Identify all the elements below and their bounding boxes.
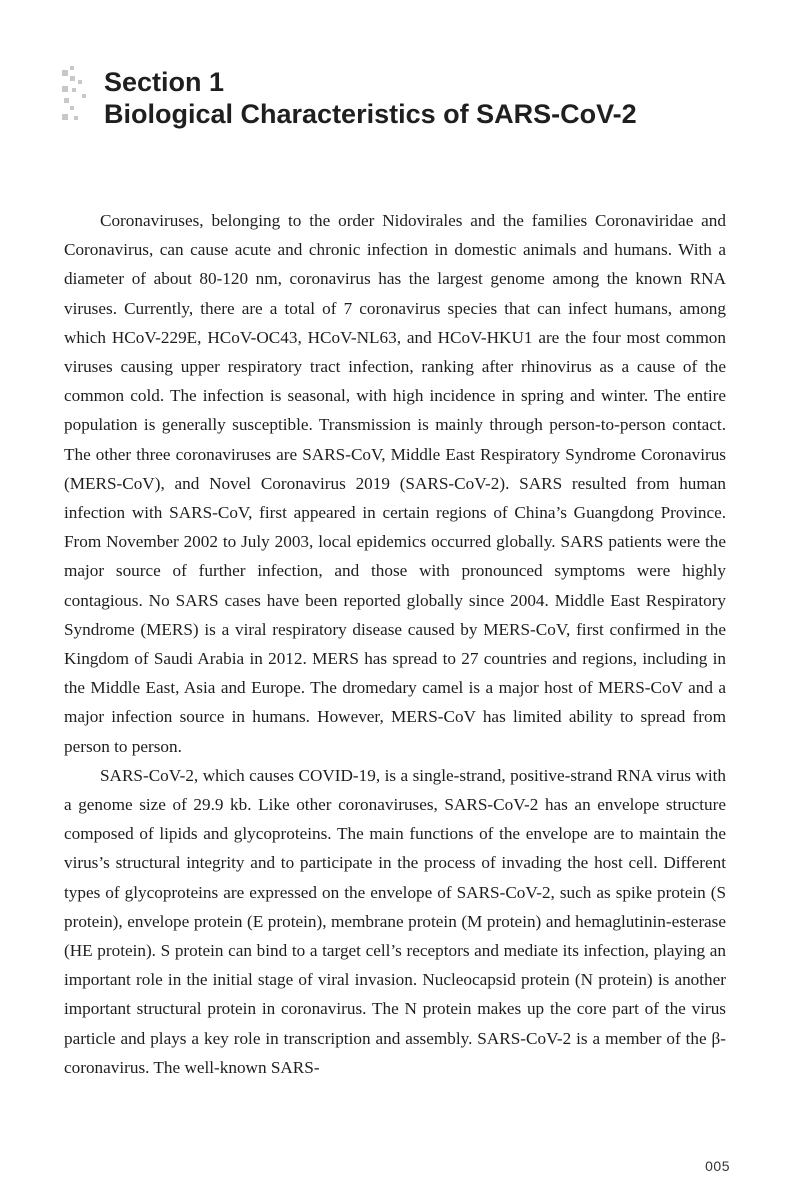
decoration-square	[82, 94, 86, 98]
decoration-square	[72, 88, 76, 92]
decoration-square	[70, 106, 74, 110]
section-decoration-squares	[62, 66, 96, 128]
decoration-square	[78, 80, 82, 84]
decoration-square	[62, 114, 68, 120]
paragraph-1: Coronaviruses, belonging to the order Nidovirales and the families Coronaviridae and Coronavirus, can cause acute and chronic infection in domestic animals and humans. With a diameter of about 80-120 nm, coronavirus has the largest genome among the known RNA viruses. Currently, there are a total of 7 coronavirus species that can infect humans, among which HCoV-229E, HCoV-OC43, HCoV-NL63, and HCoV-HKU1 are the four most common viruses causing upper respiratory tract infection, ranking after rhinovirus as a cause of the common cold. The infection is seasonal, with high incidence in spring and winter. The entire population is generally susceptible. Transmission is mainly through person-to-person contact. The other three coronaviruses are SARS-CoV, Middle East Respiratory Syndrome Coronavirus (MERS-CoV), and Novel Coronavirus 2019 (SARS-CoV-2). SARS resulted from human infection with SARS-CoV, first appeared in certain regions of China’s Guangdong Province. From November 2002 to July 2003, local epidemics occurred globally. SARS patients were the major source of further infection, and those with pronounced symptoms were highly contagious. No SARS cases have been reported globally since 2004. Middle East Respiratory Syndrome (MERS) is a viral respiratory disease caused by MERS-CoV, first confirmed in the Kingdom of Saudi Arabia in 2012. MERS has spread to 27 countries and regions, including in the Middle East, Asia and Europe. The dromedary camel is a major host of MERS-CoV and a major infection source in humans. However, MERS-CoV has limited ability to spread from person to person.	[64, 211, 726, 756]
decoration-square	[62, 70, 68, 76]
page-number: 005	[705, 1158, 730, 1174]
paragraph-2: SARS-CoV-2, which causes COVID-19, is a single-strand, positive-strand RNA virus with a genome size of 29.9 kb. Like other coronaviruses, SARS-CoV-2 has an envelope structure composed of lipids and glycoproteins. The main functions of the envelope are to maintain the virus’s structural integrity and to participate in the process of invading the host cell. Different types of glycoproteins are expressed on the envelope of SARS-CoV-2, such as spike protein (S protein), envelope protein (E protein), membrane protein (M protein) and hemaglutinin-esterase (HE protein). S protein can bind to a target cell’s receptors and mediate its infection, playing an important role in the initial stage of viral invasion. Nucleocapsid protein (N protein) is another important structural protein in coronavirus. The N protein makes up the core part of the virus particle and plays a key role in transcription and assembly. SARS-CoV-2 is a member of the β-coronavirus. The well-known SARS-	[64, 765, 726, 1077]
decoration-square	[62, 86, 68, 92]
decoration-square	[64, 98, 69, 103]
decoration-square	[70, 76, 75, 81]
section-title: Biological Characteristics of SARS-CoV-2	[104, 99, 637, 129]
body-text	[64, 206, 726, 1082]
section-label: Section 1	[104, 67, 225, 97]
decoration-square	[70, 66, 74, 70]
decoration-square	[74, 116, 78, 120]
section-heading	[104, 66, 637, 130]
